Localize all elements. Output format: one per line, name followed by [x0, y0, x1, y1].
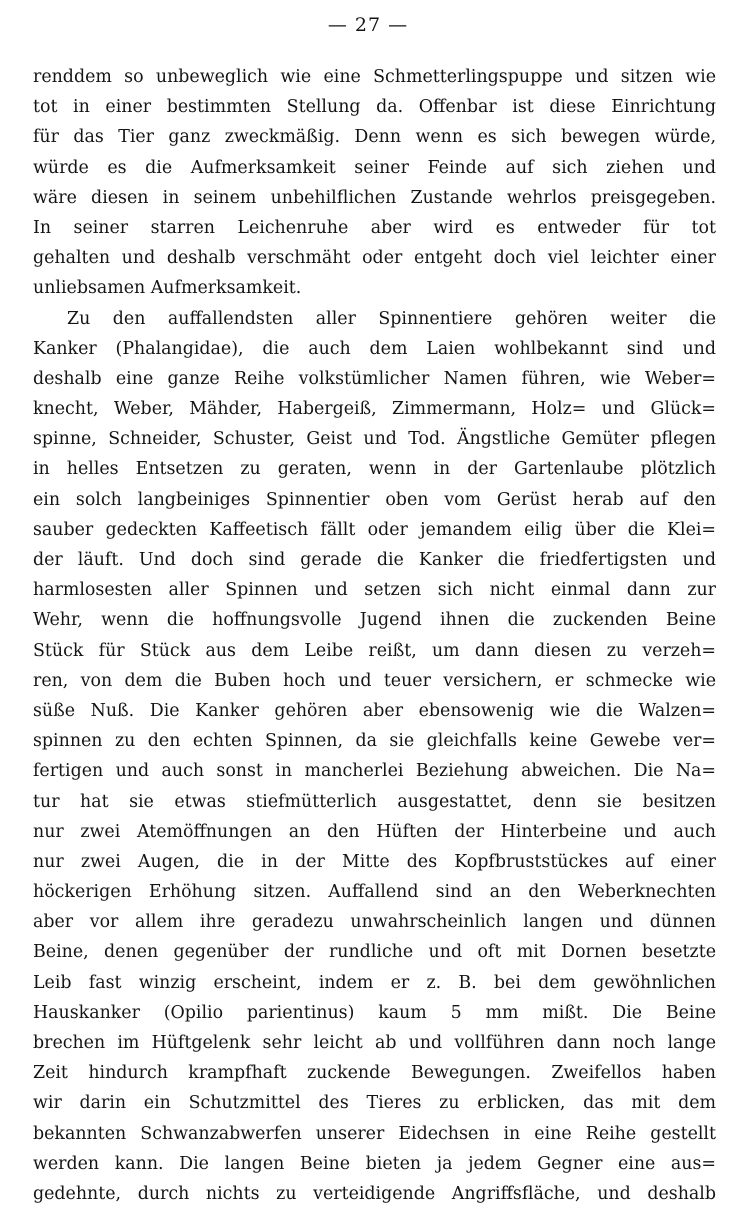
text-line: wäre diesen in seinem unbehilflichen Zustande wehrlos preisgegeben.: [33, 187, 716, 208]
text-line: harmlosesten aller Spinnen und setzen sich nicht einmal dann zur: [33, 580, 716, 601]
text-line: fertigen und auch sonst in mancherlei Beziehung abweichen. Die Na=: [33, 761, 716, 782]
text-line: sauber gedeckten Kaffeetisch fällt oder jemandem eilig über die Klei=: [33, 519, 716, 540]
page-number: — 27 —: [327, 14, 409, 36]
text-line: wir darin ein Schutzmittel des Tieres zu erblicken, das mit dem: [33, 1093, 716, 1114]
text-line: renddem so unbeweglich wie eine Schmetterlingspuppe und sitzen wie: [33, 67, 716, 87]
body-text: [33, 62, 716, 1209]
text-line: Hauskanker (Opilio parientinus) kaum 5 mm mißt. Die Beine: [33, 1002, 716, 1023]
text-line: aber vor allem ihre geradezu unwahrscheinlich langen und dünnen: [33, 912, 716, 933]
text-line: Leib fast winzig erscheint, indem er z. B. bei dem gewöhnlichen: [33, 972, 716, 993]
text-line: In seiner starren Leichenruhe aber wird es entweder für tot: [33, 217, 716, 238]
text-line: süße Nuß. Die Kanker gehören aber ebensowenig wie die Walzen=: [33, 700, 716, 721]
text-line: für das Tier ganz zweckmäßig. Denn wenn es sich bewegen würde,: [33, 127, 716, 148]
text-line: deshalb eine ganze Reihe volkstümlicher Namen führen, wie Weber=: [33, 368, 716, 389]
text-line: unliebsamen Aufmerksamkeit.: [33, 278, 302, 299]
text-line: ein solch langbeiniges Spinnentier oben vom Gerüst herab auf den: [33, 489, 716, 510]
text-line: Zu den auffallendsten aller Spinnentiere gehören weiter die: [67, 308, 716, 329]
text-line: Beine, denen gegenüber der rundliche und oft mit Dornen besetzte: [33, 942, 716, 963]
text-line: nur zwei Augen, die in der Mitte des Kopfbruststückes auf einer: [33, 851, 716, 872]
text-line: spinnen zu den echten Spinnen, da sie gleichfalls keine Gewebe ver=: [33, 731, 716, 752]
text-line: werden kann. Die langen Beine bieten ja jedem Gegner eine aus=: [33, 1153, 716, 1174]
text-line: Wehr, wenn die hoffnungsvolle Jugend ihnen die zuckenden Beine: [33, 610, 716, 631]
text-line: der läuft. Und doch sind gerade die Kanker die friedfertigsten und: [33, 550, 716, 570]
text-line: ren, von dem die Buben hoch und teuer versichern, er schmecke wie: [33, 670, 716, 691]
text-line: gedehnte, durch nichts zu verteidigende Angriffsfläche, und deshalb: [33, 1183, 716, 1204]
text-line: höckerigen Erhöhung sitzen. Auffallend sind an den Weberknechten: [33, 882, 716, 903]
text-line: bekannten Schwanzabwerfen unserer Eidechsen in eine Reihe gestellt: [33, 1123, 716, 1144]
text-line: würde es die Aufmerksamkeit seiner Feinde auf sich ziehen und: [33, 157, 716, 178]
text-line: in helles Entsetzen zu geraten, wenn in der Gartenlaube plötzlich: [33, 459, 716, 480]
text-line: nur zwei Atemöffnungen an den Hüften der Hinterbeine und auch: [33, 821, 716, 842]
text-line: Zeit hindurch krampfhaft zuckende Bewegungen. Zweifellos haben: [33, 1063, 716, 1084]
text-line: Kanker (Phalangidae), die auch dem Laien wohlbekannt sind und: [33, 338, 716, 359]
text-line: Stück für Stück aus dem Leibe reißt, um dann diesen zu verzeh=: [33, 640, 716, 661]
text-line: knecht, Weber, Mähder, Habergeiß, Zimmermann, Holz= und Glück=: [33, 399, 716, 420]
text-line: tot in einer bestimmten Stellung da. Offenbar ist diese Einrichtung: [33, 97, 716, 118]
text-line: tur hat sie etwas stiefmütterlich ausgestattet, denn sie besitzen: [33, 791, 716, 812]
text-line: brechen im Hüftgelenk sehr leicht ab und vollführen dann noch lange: [33, 1033, 716, 1053]
text-line: gehalten und deshalb verschmäht oder entgeht doch viel leichter einer: [33, 248, 716, 269]
text-line: spinne, Schneider, Schuster, Geist und Tod. Ängstliche Gemüter pflegen: [33, 429, 716, 450]
